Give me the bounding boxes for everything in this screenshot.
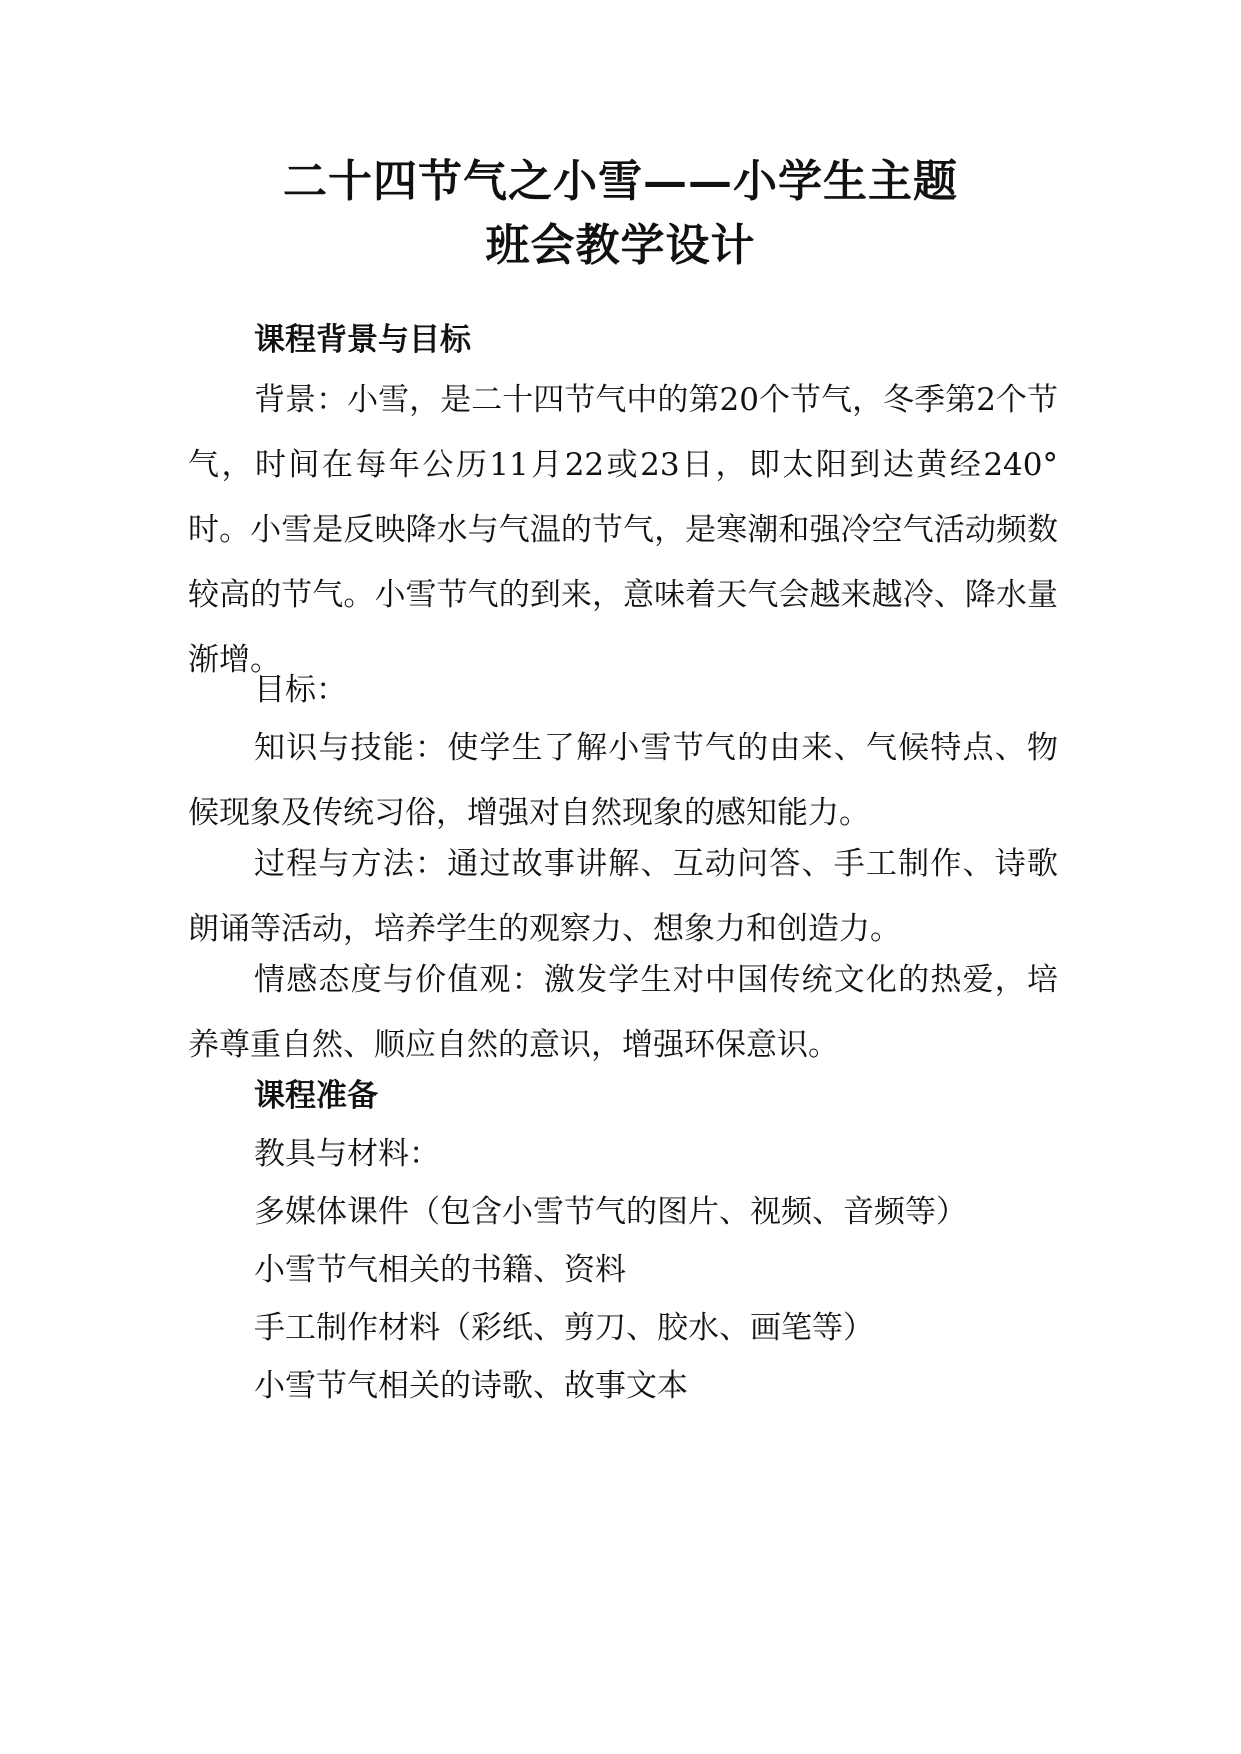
section-heading-background-goals: 课程背景与目标 — [254, 322, 471, 358]
goal-process-paragraph: 过程与方法：通过故事讲解、互动问答、手工制作、诗歌朗诵等活动，培养学生的观察力、想象力和创造力。 — [188, 846, 1058, 947]
section-heading-preparation: 课程准备 — [254, 1078, 378, 1114]
materials-list-item: 小雪节气相关的书籍、资料 — [254, 1252, 626, 1288]
document-title-line2: 班会教学设计 — [485, 220, 756, 271]
goal-knowledge-paragraph: 知识与技能：使学生了解小雪节气的由来、气候特点、物候现象及传统习俗，增强对自然现象的感知能力。 — [188, 730, 1058, 831]
background-paragraph: 背景：小雪，是二十四节气中的第20个节气，冬季第2个节气，时间在每年公历11月22或23日，即太阳到达黄经240°时。小雪是反映降水与气温的节气，是寒潮和强冷空气活动频数较高的节气。小雪节气的到来，意味着天气会越来越冷、降水量渐增。 — [188, 382, 1058, 678]
document-title-line1: 二十四节气之小雪——小学生主题 — [283, 156, 958, 207]
goal-label: 目标： — [254, 672, 347, 708]
materials-list-item: 多媒体课件（包含小雪节气的图片、视频、音频等） — [254, 1194, 967, 1230]
materials-label: 教具与材料： — [254, 1136, 440, 1172]
materials-list-item: 小雪节气相关的诗歌、故事文本 — [254, 1368, 688, 1404]
goal-emotion-paragraph: 情感态度与价值观：激发学生对中国传统文化的热爱，培养尊重自然、顺应自然的意识，增强环保意识。 — [188, 962, 1058, 1063]
materials-list-item: 手工制作材料（彩纸、剪刀、胶水、画笔等） — [254, 1310, 874, 1346]
